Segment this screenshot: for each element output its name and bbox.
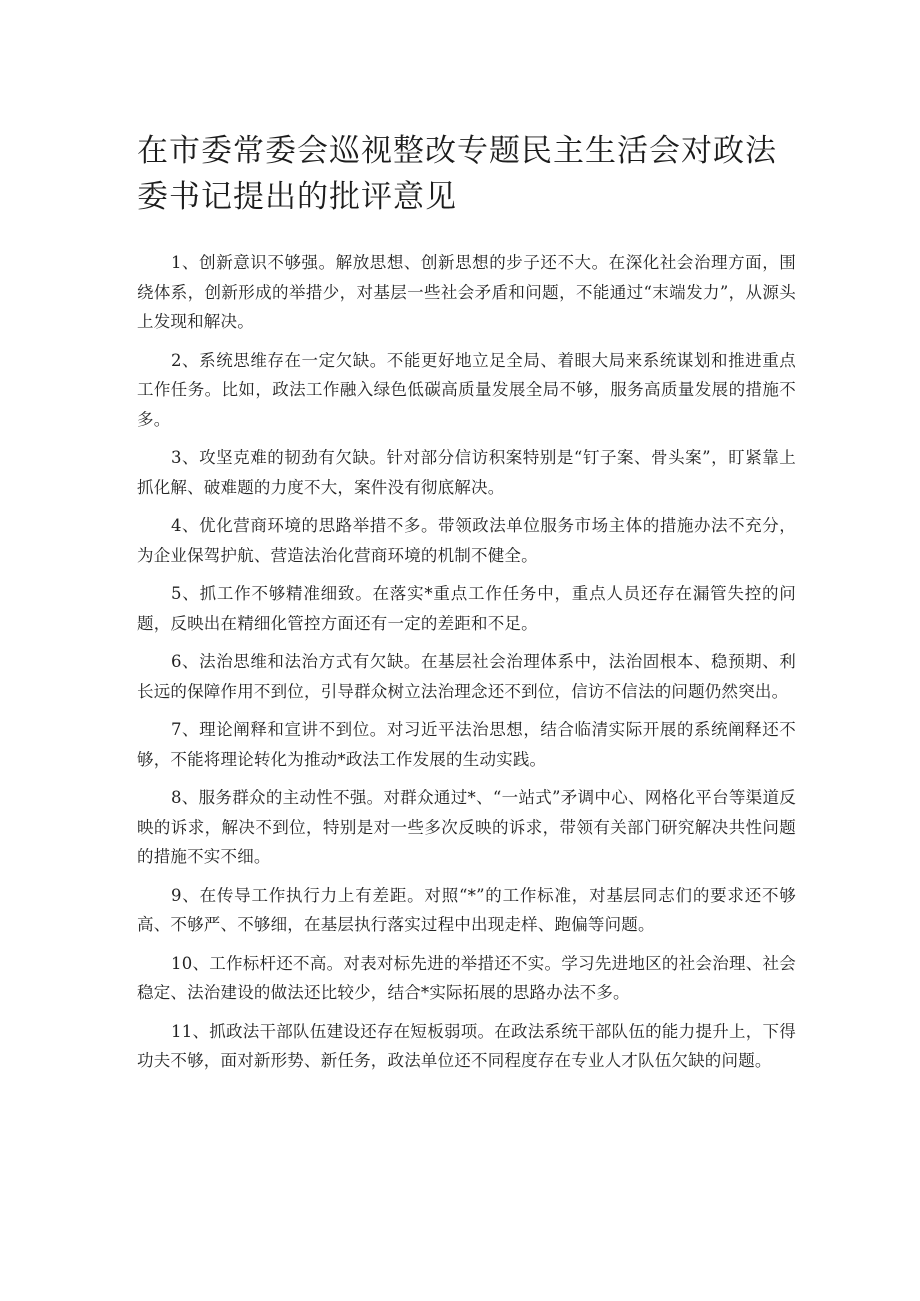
criticism-item-4: 4、优化营商环境的思路举措不多。带领政法单位服务市场主体的措施办法不充分，为企业保驾护航、营造法治化营商环境的机制不健全。 bbox=[137, 516, 796, 565]
criticism-item-9: 9、在传导工作执行力上有差距。对照“*”的工作标准，对基层同志们的要求还不够高、不够严、不够细，在基层执行落实过程中出现走样、跑偏等问题。 bbox=[137, 885, 796, 934]
document-title: 在市委常委会巡视整改专题民主生活会对政法委书记提出的批评意见 bbox=[137, 133, 777, 215]
criticism-list bbox=[137, 248, 796, 1076]
criticism-item-2: 2、系统思维存在一定欠缺。不能更好地立足全局、着眼大局来系统谋划和推进重点工作任务。比如，政法工作融入绿色低碳高质量发展全局不够，服务高质量发展的措施不多。 bbox=[137, 350, 796, 429]
criticism-item-3: 3、攻坚克难的韧劲有欠缺。针对部分信访积案特别是“钉子案、骨头案”，盯紧靠上抓化解、破难题的力度不大，案件没有彻底解决。 bbox=[137, 448, 796, 497]
criticism-item-10: 10、工作标杆还不高。对表对标先进的举措还不实。学习先进地区的社会治理、社会稳定、法治建设的做法还比较少，结合*实际拓展的思路办法不多。 bbox=[137, 953, 796, 1002]
criticism-item-8: 8、服务群众的主动性不强。对群众通过*、“一站式”矛调中心、网格化平台等渠道反映的诉求，解决不到位，特别是对一些多次反映的诉求，带领有关部门研究解决共性问题的措施不实不细。 bbox=[137, 788, 796, 866]
criticism-item-1: 1、创新意识不够强。解放思想、创新思想的步子还不大。在深化社会治理方面，围绕体系，创新形成的举措少，对基层一些社会矛盾和问题，不能通过“末端发力”，从源头上发现和解决。 bbox=[137, 253, 796, 331]
criticism-item-7: 7、理论阐释和宣讲不到位。对习近平法治思想，结合临清实际开展的系统阐释还不够，不能将理论转化为推动*政法工作发展的生动实践。 bbox=[137, 720, 796, 769]
criticism-item-11: 11、抓政法干部队伍建设还存在短板弱项。在政法系统干部队伍的能力提升上，下得功夫不够，面对新形势、新任务，政法单位还不同程度存在专业人才队伍欠缺的问题。 bbox=[137, 1021, 796, 1070]
criticism-item-5: 5、抓工作不够精准细致。在落实*重点工作任务中，重点人员还存在漏管失控的问题，反映出在精细化管控方面还有一定的差距和不足。 bbox=[137, 584, 796, 633]
criticism-item-6: 6、法治思维和法治方式有欠缺。在基层社会治理体系中，法治固根本、稳预期、利长远的保障作用不到位，引导群众树立法治理念还不到位，信访不信法的问题仍然突出。 bbox=[137, 652, 796, 701]
